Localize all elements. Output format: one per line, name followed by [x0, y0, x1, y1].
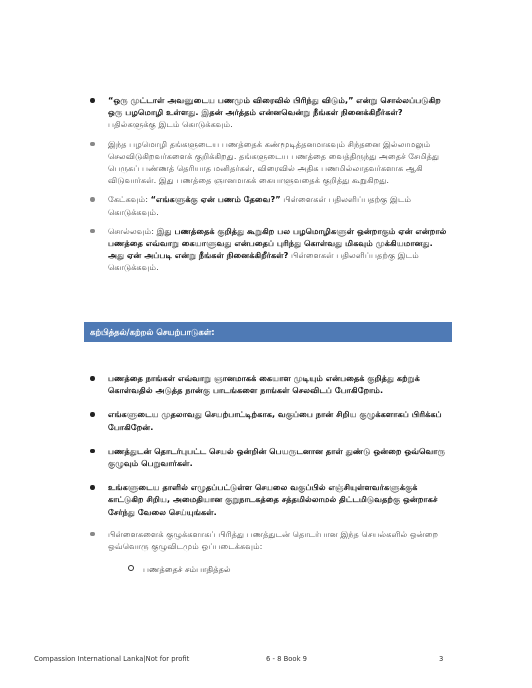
list-item: [90, 138, 450, 187]
list-item: [90, 408, 450, 432]
bullet-icon: [90, 98, 95, 103]
list-item: [90, 481, 450, 518]
bullet-icon: [90, 449, 95, 454]
normal-text: பிள்ளைகள் பதிலளிப்பதற்கு இடம் கொடுக்கவும்.: [108, 250, 419, 273]
bold-text: பணத்தை நாங்கள் எவ்வாறு ஞானமாகக் கையாள முடியும் என்பதைக் குறித்து கற்றுக் கொள்வதில் அடுத்த நான்கு பாடங்களை நாங்கள் செலவிடப் போகிறோம்.: [108, 373, 420, 396]
activities-bullet-list: [90, 372, 450, 552]
page-number: 3: [439, 655, 444, 663]
list-item: [90, 193, 450, 217]
bullet-icon: [90, 412, 95, 417]
list-item: [90, 225, 450, 274]
list-item: [90, 94, 450, 131]
bullet-icon: [90, 197, 95, 202]
list-item: [90, 372, 450, 396]
normal-text: பிள்ளைகளைக் குழுக்களாகப் பிரித்து பணத்துடன் தொடர்பான இந்த செயல்களில் ஒன்றை ஒவ்வொரு குழுவிடமும் ஒப்படைக்கவும்:: [108, 528, 439, 552]
bullet-icon: [90, 485, 95, 490]
list-item: [90, 445, 450, 469]
bullet-icon: [90, 376, 95, 381]
intro-bullet-list: [90, 94, 450, 274]
bold-text: எங்களுடைய முதலாவது செயற்பாட்டிற்காக, வகுப்பை நான் சிறிய குழுக்களாகப் பிரிக்கப் போகிறேன்.: [108, 409, 442, 432]
normal-text: பதில்களுக்கு இடம் கொடுக்கவும்.: [108, 119, 233, 130]
lead-text: கேட்கவும்:: [108, 194, 151, 205]
bold-text: “எங்களுக்கு ஏன் பணம் தேவை?”: [150, 194, 281, 205]
bullet-icon: [90, 142, 95, 147]
bold-text: இது பணத்தைக் குறித்து கூறுகிற பல பழமொழிகளுள் ஒன்றாகும் ஏன் என்றால் பணத்தை எவ்வாறு கையாளுவது என்பதைப் புரிந்து கொள்வது மிகவும் முக்கியமானது. அது ஏன் அப்படி என்று நீங்கள் நினைக்கிறீர்கள்?: [108, 225, 447, 261]
bold-text: “ஒரு முட்டாள் அவனுடைய பணமும் விரைவில் பிரிந்து விடும்,” என்று சொல்லப்படுகிற ஒரு பழமொழி உள்ளது. இதன் அர்த்தம் என்னவென்று நீங்கள் நினைக்கிறீர்கள்?: [108, 95, 441, 118]
normal-text: பிள்ளைகள் பதிலளிப்பதற்கு இடம் கொடுக்கவும்.: [108, 194, 412, 217]
sub-item-text: பணத்தைச் சம்பாதித்தல்: [143, 564, 231, 574]
normal-text: இந்த பழமொழி தங்களுடைய பணத்தைக் கண்மூடித்தனமாகவும் சிந்தனை இல்லாமலும் செலவிடுகிறவர்களைக் குறிக்கிறது. தங்களுடைய பணத்தை வைத்திருந்து அதைச் சேமித்து பெருகப் பண்ணத் தெரியாத மனிதர்கள், விரைவில் அதிக பணமில்லாதவர்களாக ஆகி விடுவார்கள். இது பணத்தை ஞானமாகக் கையாளுவதைக் குறித்து கூறுகிறது.: [108, 138, 440, 186]
lead-text: சொல்லவும்:: [108, 225, 157, 236]
circle-bullet-icon: [128, 565, 134, 571]
bullet-icon: [90, 532, 95, 537]
bold-text: உங்களுடைய தாளில் எழுதப்பட்டுள்ள செயலை வகுப்பில் எஞ்சியுள்ளவர்களுக்குக் காட்டுகிற சிறிய, அமைதியான குறுநாடகத்தை சத்தமில்லாமல் திட்டமிடுவதற்கு ஒன்றாகச் சேர்ந்து வேலை செய்யுங்கள்.: [108, 482, 438, 517]
list-item: [90, 528, 450, 552]
bullet-icon: [90, 229, 95, 234]
section-heading-band: [84, 322, 452, 342]
bold-text: பணத்துடன் தொடர்புபட்ட செயல் ஒன்றின் பெயருடனான தாள் துண்டு ஒன்றை ஒவ்வொரு குழுவும் பெறுவார்கள்.: [108, 445, 446, 469]
section-heading: கற்பித்தல்/கற்றல் செயற்பாடுகள்:: [90, 327, 215, 337]
sub-list-item: [128, 564, 231, 576]
footer-book: 6 - 8 Book 9: [266, 655, 307, 663]
footer-organization: Compassion International Lanka|Not for profit: [34, 655, 190, 663]
